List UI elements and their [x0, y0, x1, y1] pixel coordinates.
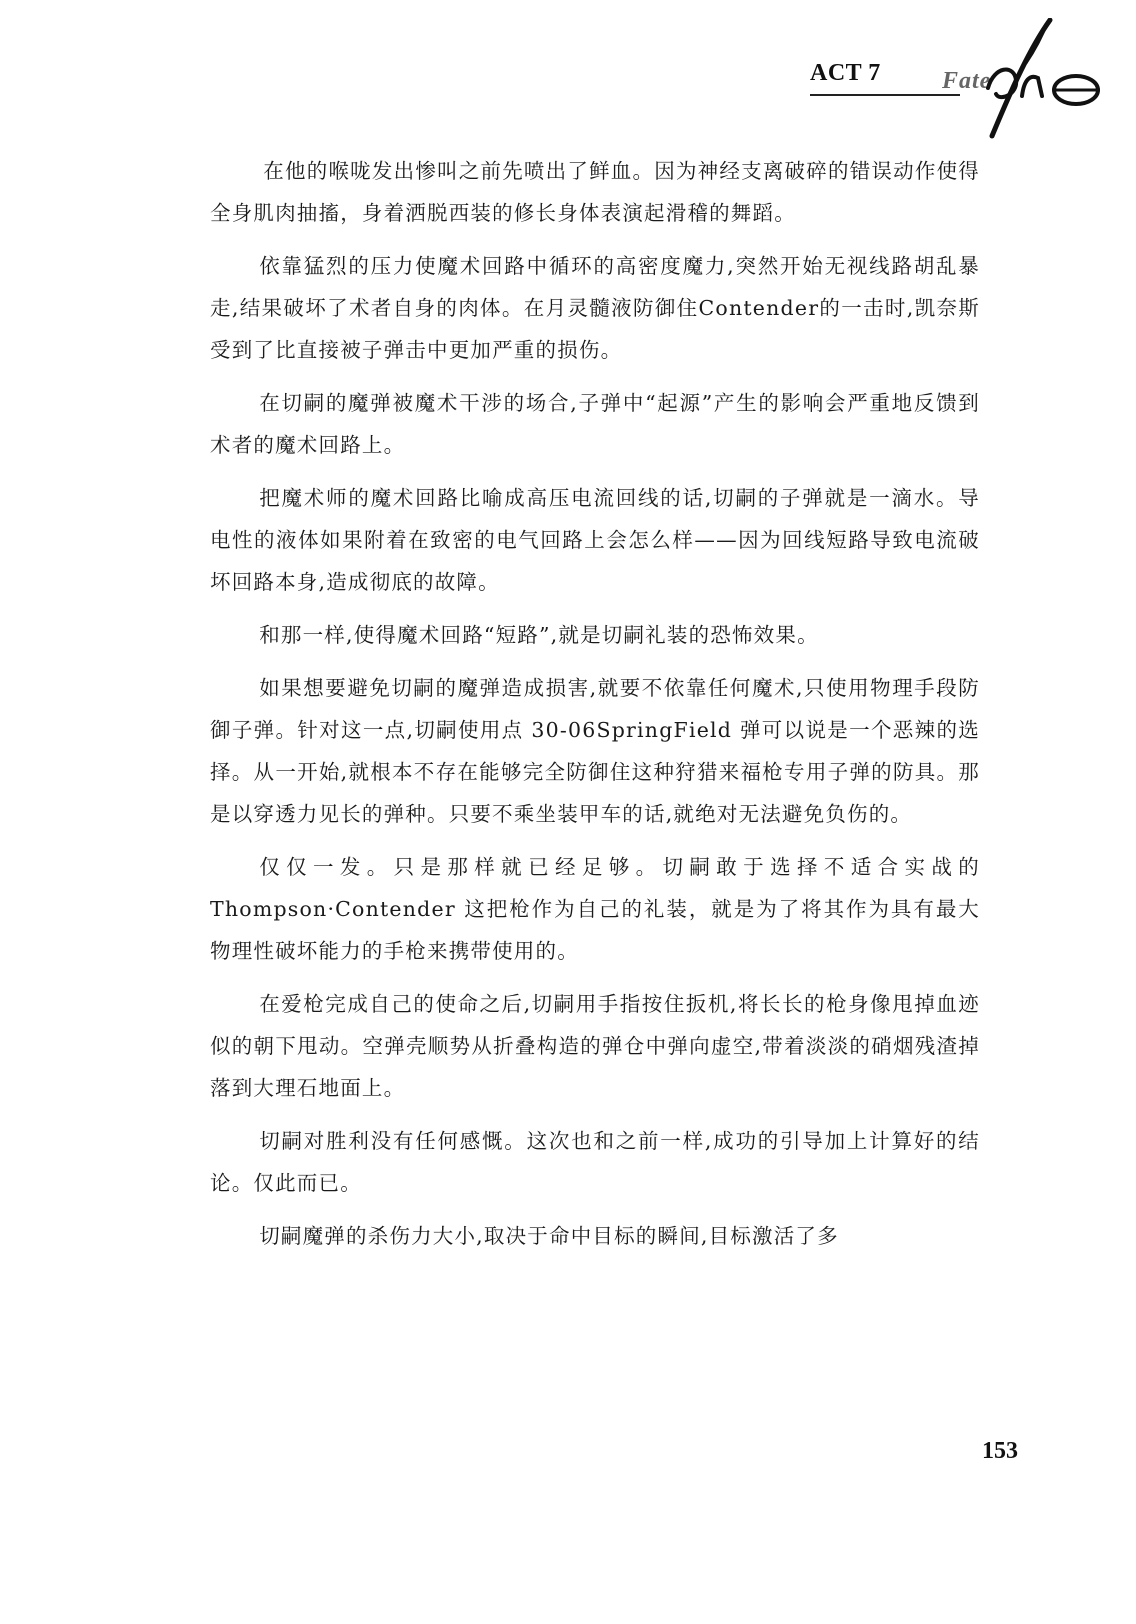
- running-header: [810, 18, 1110, 148]
- paragraph: 如果想要避免切嗣的魔弹造成损害,就要不依靠任何魔术,只使用物理手段防御子弹。针对这一点,切嗣使用点 30-06SpringField 弹可以说是一个恶辣的选择。从一开始,就根本不存在能够完全防御住这种狩猎来福枪专用子弹的防具。那是以穿透力见长的弹种。只要不乘坐装甲车的话,就绝对无法避免负伤的。: [210, 676, 980, 826]
- paragraph: 切嗣魔弹的杀伤力大小,取决于命中目标的瞬间,目标激活了多: [259, 1224, 839, 1248]
- fate-zero-logo: [930, 18, 1110, 148]
- paragraph: 把魔术师的魔术回路比喻成高压电流回线的话,切嗣的子弹就是一滴水。导电性的液体如果附着在致密的电气回路上会怎么样——因为回线短路导致电流破坏回路本身,造成彻底的故障。: [210, 486, 980, 594]
- paragraph: 在切嗣的魔弹被魔术干涉的场合,子弹中“起源”产生的影响会严重地反馈到术者的魔术回路上。: [210, 391, 980, 457]
- logo-fate-text: Fate: [942, 68, 992, 94]
- logo-zero-mark: [930, 18, 1110, 148]
- paragraph: 依靠猛烈的压力使魔术回路中循环的高密度魔力,突然开始无视线路胡乱暴走,结果破坏了术者自身的肉体。在月灵髓液防御住Contender的一击时,凯奈斯受到了比直接被子弹击中更加严重的损伤。: [210, 254, 980, 362]
- paragraph: 切嗣对胜利没有任何感慨。这次也和之前一样,成功的引导加上计算好的结论。仅此而已。: [210, 1129, 980, 1195]
- paragraph: 在他的喉咙发出惨叫之前先喷出了鲜血。因为神经支离破碎的错误动作使得全身肌肉抽搐，身着洒脱西装的修长身体表演起滑稽的舞蹈。: [210, 159, 980, 225]
- paragraph: 仅仅一发。只是那样就已经足够。切嗣敢于选择不适合实战的Thompson·Contender 这把枪作为自己的礼装，就是为了将其作为具有最大物理性破坏能力的手枪来携带使用的。: [210, 855, 980, 963]
- body-text: [210, 150, 980, 1268]
- act-label: ACT 7: [810, 60, 881, 86]
- page-number: 153: [982, 1438, 1018, 1464]
- paragraph: 和那一样,使得魔术回路“短路”,就是切嗣礼装的恐怖效果。: [259, 623, 819, 647]
- paragraph: 在爱枪完成自己的使命之后,切嗣用手指按住扳机,将长长的枪身像甩掉血迹似的朝下甩动。空弹壳顺势从折叠构造的弹仓中弹向虚空,带着淡淡的硝烟残渣掉落到大理石地面上。: [210, 992, 980, 1100]
